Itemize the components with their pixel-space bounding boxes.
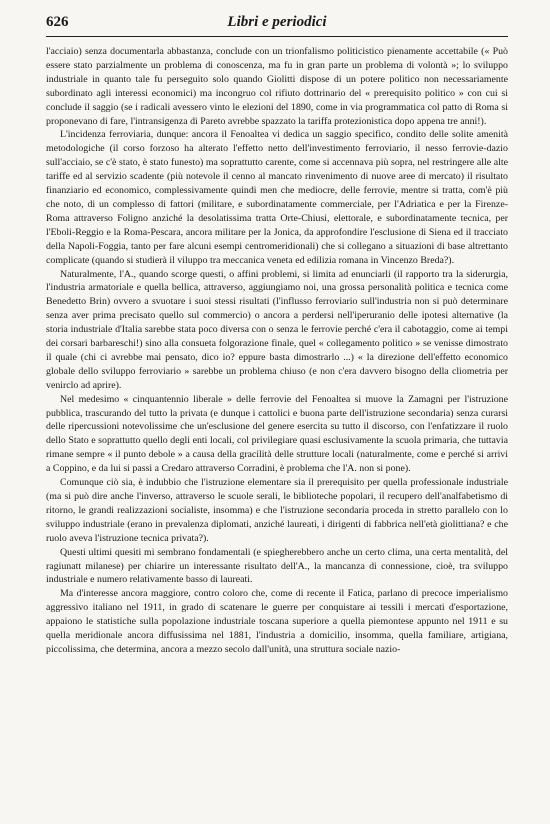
paragraph: Comunque ciò sia, è indubbio che l'istruzione elementare sia il prerequisito per quella professionale industriale (ma si può dire anche l'inverso, attraverso le scuole serali, le biblioteche popolari, il recupero dell'analfabetismo di ritorno, le grandi realizzazioni socialiste, insomma) e che l'istruzione secondaria proceda in stretto parallelo con lo sviluppo industriale (erano in prevalenza diplomati, anziché laureati, i dirigenti di fabbrica nell'età giolittiana? e che ruolo aveva l'istruzione tecnica privata?).: [46, 477, 508, 544]
page-header: [46, 12, 508, 37]
body-text: [46, 45, 508, 657]
paragraph: Questi ultimi quesiti mi sembrano fondamentali (e spiegherebbero anche un certo clima, una certa mentalità, del ragiunatt milanese) per chiarire un interessante risultato dell'A., la mancanza di connessione, cioè, tra sviluppo industriale e numero relativamente basso di laureati.: [46, 546, 508, 586]
paragraph: l'acciaio) senza documentarla abbastanza, conclude con un trionfalismo politicistico pienamente accettabile (« Può essere stato parzialmente un problema di conoscenza, ma fu in gran parte un problema di volontà »; lo sviluppo industriale in quanto tale fu perseguito solo quando Giolitti dispose di un potere politico non necessariamente subordinato agli interessi economici) ma incongruo col rifiuto dottrinario del « prerequisito politico » con cui si conclude il saggio (se i radicali avessero vinto le elezioni del 1890, come in via programmatica col patto di Roma si proponevano di fare, l'intransigenza di Pareto avrebbe spazzato la tariffa protezionistica dopo appena tre anni!).: [46, 46, 508, 127]
running-head: Libri e periodici: [227, 14, 327, 30]
document-page: [46, 12, 508, 657]
page-number: 626: [46, 14, 69, 30]
paragraph: Ma d'interesse ancora maggiore, contro coloro che, come di recente il Fatica, parlano di precoce imperialismo aggressivo italiano nel 1911, in grado di scatenare le guerre per conquistare ai tessili i mercati d'esportazione, appaiono le statistiche sulla popolazione industriale toscana superiore a quella piemontese appunto nel 1911 e su quella meridionale ancora diffusissima nel 1881, l'industria a domicilio, insomma, quella familiare, artigiana, piccolissima, che determina, ancora a mezzo secolo dall'unità, una struttura sociale nazio-: [46, 588, 508, 655]
paragraph: Naturalmente, l'A., quando scorge questi, o affini problemi, si limita ad enunciarli (il rapporto tra la siderurgia, l'industria armatoriale e quella bellica, attraverso, aggiungiamo noi, una grossa personalità politica e tecnica come Benedetto Brin) ovvero a svuotare i suoi stessi risultati (l'influsso ferroviario sull'industria non si può determinare senza aver prima precisato quello sul commercio) o ancora a perdersi nell'iperuranio delle ipotesi alternative (la storia industriale d'Italia sarebbe stata poco diversa con o senza le ferrovie perché c'era il cabotaggio, come ai tempi dei corsari barbareschi!) sino alla consueta folgorazione finale, quel « collegamento politico » se venisse dimostrato il quale (chi ci avrebbe mai pensato, dico io? eppure basta dimostrarlo ...) « la direzione dell'effetto economico globale dello sviluppo ferroviario » sarebbe un problema chiuso (e non c'era davvero bisogno della cliometria per venirclo ad aprire).: [46, 268, 508, 391]
paragraph: L'incidenza ferroviaria, dunque: ancora il Fenoaltea vi dedica un saggio specifico, condito delle solite amenità metodologiche (il corso forzoso ha alterato l'effetto netto dell'investimento ferroviario, il nesso ferrovie-dazio sull'acciaio, se c'è stato, è stato funesto) ma soprattutto carente, come si accennava più sopra, nel restringere alle alte tariffe ed al servizio scadente (più notevole il cenno al mancato rinvenimento di nuove aree di mercato) il risultato finanziario ed economico, complessivamente quindi men che mediocre, delle ferrovie, mentre si tratta, com'è più che noto, di un complesso di fattori (militare, e subordinatamente commerciale, per l'Adriatica e per la Firenze-Roma attraverso Foligno anziché la desolatissima tratta Orte-Chiusi, elettorale, e subordinatamente tecnica, per l'Eboli-Reggio e la Roma-Pescara, ancora militare per la Jonica, da approfondire l'esclusione di Siena ed il tracciato della Napoli-Foggia, tanto per fare alcuni esempi centromeridionali) che si collegano a situazioni di base altrettanto complicate (quando si studierà il viluppo tra meccanica veneta ed edilizia romana in Vincenzo Breda?).: [46, 129, 508, 266]
paragraph: Nel medesimo « cinquantennio liberale » delle ferrovie del Fenoaltea si muove la Zamagni per l'istruzione pubblica, trascurando del tutto la privata (e dunque i cattolici e buona parte dell'istruzione secondaria) senza curarsi delle ripercussioni notevolissime che un'esclusione del genere esercita su tutto il discorso, con l'enfatizzare il ruolo dello Stato e soprattutto quello degli enti locali, col privilegiare quasi esclusivamente la scuola primaria, che tuttavia rimane sempre « il punto debole » a causa della gracilità delle strutture locali (naturalmente, come e perché si arrivi a Coppino, e da lui si passi a Credaro attraverso Corradini, è problema che l'A. non si pone).: [46, 393, 508, 475]
